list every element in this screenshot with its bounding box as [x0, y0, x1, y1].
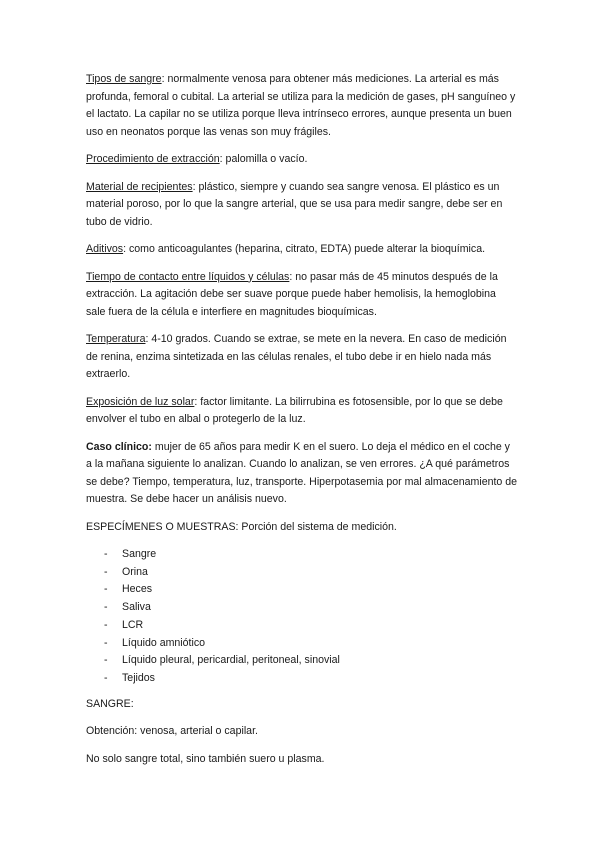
- list-item: [86, 599, 518, 617]
- list-item: [86, 546, 518, 564]
- term-tipos-de-sangre: Tipos de sangre: [86, 73, 162, 85]
- list-dash: -: [104, 671, 108, 684]
- text-procedimiento: : palomilla o vacío.: [219, 153, 308, 165]
- list-dash: -: [104, 654, 108, 667]
- list-item: [86, 617, 518, 635]
- paragraph-temperatura: [86, 331, 518, 384]
- blood-heading: SANGRE:: [86, 697, 134, 710]
- list-item: [86, 652, 518, 670]
- paragraph-tiempo-contacto: [86, 269, 518, 322]
- paragraph-procedimiento: [86, 151, 518, 169]
- text-aditivos: : como anticoagulantes (heparina, citrato, EDTA) puede alterar la bioquímica.: [123, 243, 486, 255]
- list-dash: -: [104, 636, 108, 649]
- text-caso-clinico: mujer de 65 años para medir K en el suero. Lo deja el médico en el coche y a la mañana siguiente lo analizan. Cuando lo analizan, se ven errores. ¿A qué parámetros se debe? Tiempo, temperatura, luz, transporte. Hiperpotasemia por mal almacenamiento de muestra. Se debe hacer un análisis nuevo.: [86, 440, 518, 505]
- paragraph-material: [86, 179, 518, 232]
- paragraph-suero-plasma: No solo sangre total, sino también suero u plasma.: [86, 752, 325, 765]
- term-temperatura: Temperatura: [86, 333, 146, 345]
- list-item: [86, 635, 518, 653]
- paragraph-aditivos: [86, 241, 518, 259]
- list-item-label: Líquido pleural, pericardial, peritoneal, sinovial: [122, 654, 340, 667]
- list-dash: -: [104, 583, 108, 596]
- list-item-label: Heces: [122, 583, 153, 596]
- term-tiempo-contacto: Tiempo de contacto entre líquidos y células: [86, 270, 290, 283]
- list-dash: -: [104, 618, 108, 631]
- term-aditivos: Aditivos: [86, 243, 124, 255]
- list-dash: -: [104, 548, 108, 560]
- text-temperatura: : 4-10 grados. Cuando se extrae, se mete en la nevera. En caso de medición de renina, enzima sintetizada en las células renales, el tubo debe ir en hielo nada más extraerlo.: [86, 333, 507, 380]
- term-procedimiento: Procedimiento de extracción: [86, 153, 220, 165]
- text-material: : plástico, siempre y cuando sea sangre venosa. El plástico es un material poroso, por lo que la sangre arterial, que se usa para medir sangre, debe ser en tubo de vidrio.: [86, 180, 503, 228]
- specimens-list: [86, 546, 518, 688]
- text-exposicion-luz: : factor limitante. La bilirrubina es fotosensible, por lo que se debe envolver el tubo en albal o protegerlo de la luz.: [86, 395, 503, 425]
- term-material: Material de recipientes: [86, 180, 193, 193]
- list-dash: -: [104, 601, 108, 614]
- list-item: [86, 670, 518, 688]
- specimens-heading: ESPECÍMENES O MUESTRAS: Porción del sistema de medición.: [86, 520, 397, 533]
- paragraph-obtencion: Obtención: venosa, arterial o capilar.: [86, 725, 258, 738]
- list-item-label: Orina: [122, 565, 148, 578]
- list-item: [86, 564, 518, 582]
- paragraph-tipos-de-sangre: [86, 71, 518, 141]
- list-item: [86, 581, 518, 599]
- list-item-label: Tejidos: [122, 671, 155, 684]
- list-item-label: Sangre: [122, 548, 157, 560]
- list-item-label: Saliva: [122, 601, 151, 614]
- term-caso-clinico: Caso clínico:: [86, 440, 152, 453]
- paragraph-exposicion-luz: [86, 394, 518, 429]
- text-tiempo-contacto: : no pasar más de 45 minutos después de la extracción. La agitación debe ser suave porque puede haber hemolisis, la hemoglobina sale fuera de la célula e interfiere en magnitudes bioquímicas.: [86, 270, 498, 318]
- paragraph-caso-clinico: [86, 439, 518, 509]
- document-page: [86, 71, 518, 778]
- list-dash: -: [104, 565, 108, 578]
- list-item-label: LCR: [122, 618, 144, 631]
- list-item-label: Líquido amniótico: [122, 636, 206, 649]
- text-tipos-de-sangre: : normalmente venosa para obtener más mediciones. La arterial es más profunda, femoral o cubital. La arterial se utiliza para la medición de gases, pH sanguíneo y el lactato. La capilar no se utiliza porque lleva intrínseco errores, aunque presenta un buen uso en neonatos porque las venas son muy frágiles.: [86, 73, 516, 138]
- term-exposicion-luz: Exposición de luz solar: [86, 395, 195, 408]
